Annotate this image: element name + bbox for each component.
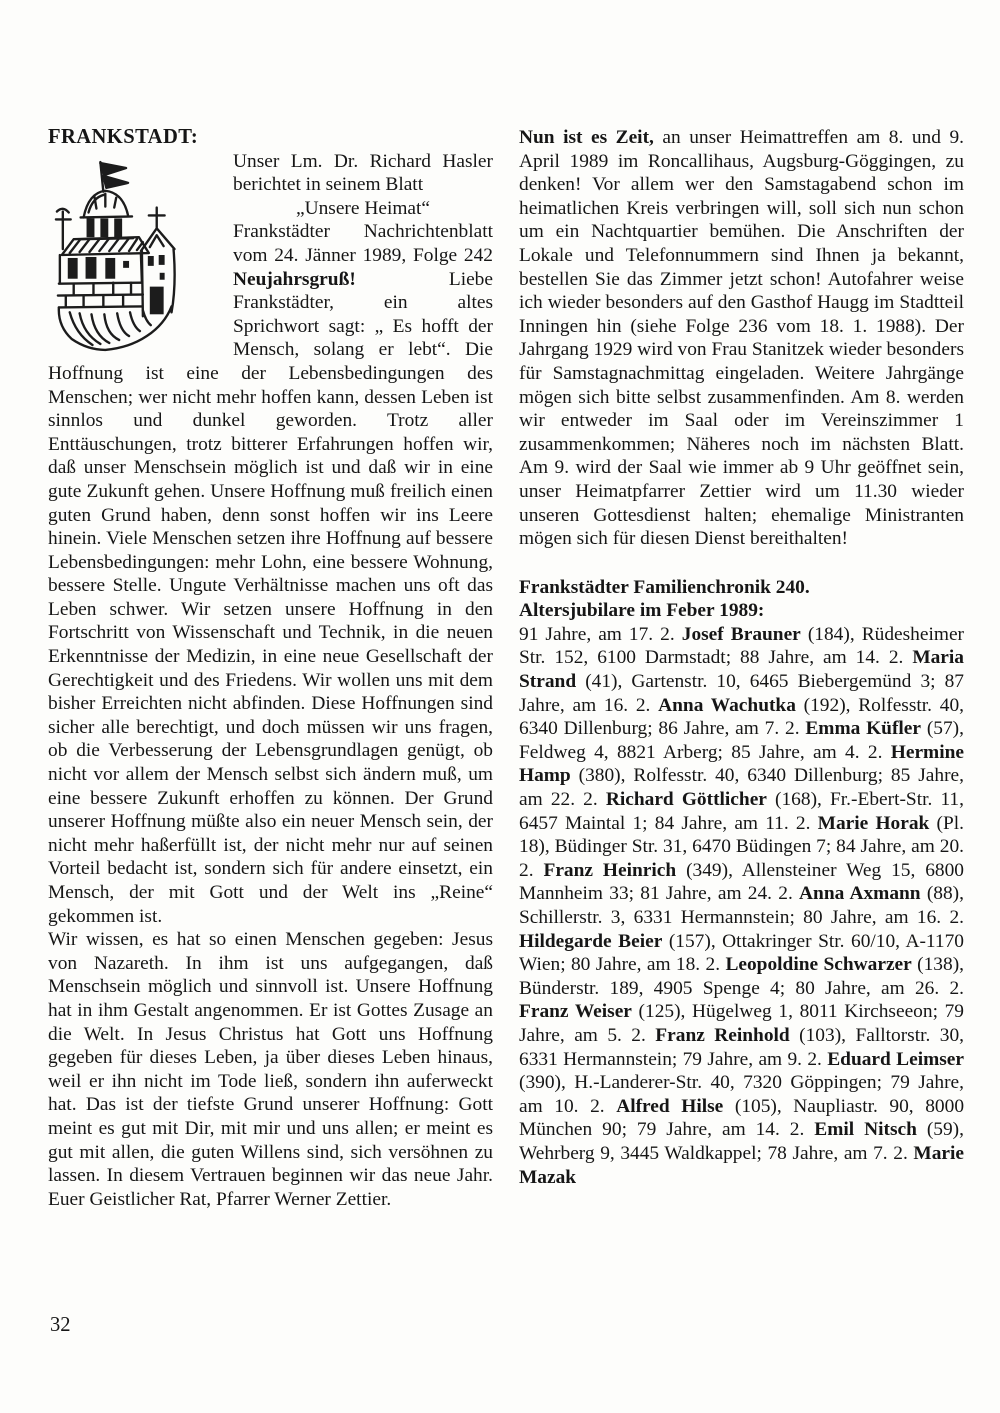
paragraph-heimattreffen: Nun ist es Zeit, an unser Heimattreffen am 8. und 9. April 1989 im Roncallihaus, Augsburg-Göggingen, zu denken! Vor allem wer den Samstagabend schon im heimatlichen Kreis verbringen will, soll sich nun schon um ein Nachtquartier bemühen. Die Anschriften der Lokale und Telefonnummern sind Ihnen ja bekannt, bestellen Sie das Zimmer jetzt schon! Autofahrer weise ich wieder besonders auf den Gasthof Haugg im Stadtteil Inningen hin (siehe Folge 236 vom 18. 1. 1988). Der Jahrgang 1929 wird von Frau Stanitzek wieder besonders für Samstagnachmittag eingeladen. Weitere Jahrgänge mögen sich bitte selbst zusammenfinden. Am 8. werden wir entweder im Saal oder im Vereinszimmer 1 zusammenkommen; Näheres noch im nächsten Blatt. Am 9. wird der Saal wie immer ab 9 Uhr geöffnet sein, unser Heimatpfarrer Zettier wird um 11.30 wieder unseren Gottesdienst halten; ehemalige Ministranten mögen sich für diesen Dienst bereithalten!	[519, 127, 964, 550]
intro-line-nachrichtenblatt: Frankstädter Nachrichtenblatt	[233, 221, 493, 243]
intro-block	[48, 150, 493, 929]
town-crest-illustration	[48, 156, 218, 354]
heading-altersjubilare: Altersjubilare im Feber 1989:	[519, 600, 765, 622]
paragraph-altersjubilare: 91 Jahre, am 17. 2. Josef Brauner (184), Rüdesheimer Str. 152, 6100 Darmstadt; 88 Jahre, am 14. 2. Maria Strand (41), Gartenstr. 10, 6465 Biebergemünd 3; 87 Jahre, am 16. 2. Anna Wachutka (192), Rolfesstr. 40, 6340 Dillenburg; 86 Jahre, am 7. 2. Emma Küfler (57), Feldweg 4, 8821 Arberg; 85 Jahre, am 4. 2. Hermine Hamp (380), Rolfesstr. 40, 6340 Dillenburg; 85 Jahre, am 22. 2. Richard Göttlicher (168), Fr.-Ebert-Str. 11, 6457 Maintal 1; 84 Jahre, am 11. 2. Marie Horak (Pl. 18), Büdinger Str. 31, 6470 Büdingen 7; 84 Jahre, am 20. 2. Franz Heinrich (349), Allensteiner Weg 15, 6800 Mannheim 33; 81 Jahre, am 24. 2. Anna Axmann (88), Schillerstr. 3, 6331 Hermannstein; 80 Jahre, am 16. 2. Hildegarde Beier (157), Ottakringer Str. 60/10, A-1170 Wien; 80 Jahre, am 18. 2. Leopoldine Schwarzer (138), Bünderstr. 189, 4905 Spenge 4; 80 Jahre, am 26. 2. Franz Weiser (125), Hügelweg 1, 8011 Kirchseeon; 79 Jahre, am 5. 2. Franz Reinhold (103), Falltorstr. 30, 6331 Hermannstein; 79 Jahre, am 9. 2. Eduard Leimser (390), H.-Landerer-Str. 40, 7320 Göppingen; 79 Jahre, am 10. 2. Alfred Hilse (105), Naupliastr. 90, 8000 München 90; 79 Jahre, am 14. 2. Emil Nitsch (59), Wehrberg 9, 3445 Waldkappel; 78 Jahre, am 7. 2. Marie Mazak	[519, 623, 965, 1188]
section-title-frankstadt: FRANKSTADT:	[48, 126, 199, 148]
intro-line-blatt: berichtet in seinem Blatt	[233, 174, 424, 196]
intro-line-author: Unser Lm. Dr. Richard Hasler	[233, 150, 493, 172]
content-columns	[48, 126, 964, 1211]
intro-line-unsere-heimat: „Unsere Heimat“	[295, 197, 431, 219]
page-number: 32	[50, 1314, 71, 1336]
intro-line-folge: vom 24. Jänner 1989, Folge 242	[233, 244, 493, 266]
paragraph-wir-wissen: Wir wissen, es hat so einen Menschen gegeben: Jesus von Nazareth. In ihm ist uns aufgegangen, daß Menschsein möglich und sinnvoll ist. Unsere Hoffnung hat in ihm Gestalt angenommen. Er ist Gottes Zusage an die Welt. In Jesus Christus hat Gott uns Hoffnung gegeben für dieses Leben, ja über dieses Leben hinaus, weil er ihn nicht im Tode ließ, sondern ihn auferweckt hat. Das ist der tiefste Grund unserer Hoffnung: Gott meint es gut mit Dir, mit mir und uns allen; er meint es gut mit allen, die guten Willens sind, sich versöhnen zu lassen. In diesem Vertrauen beginnen wir das neue Jahr. Euer Geistlicher Rat, Pfarrer Werner Zettier.	[48, 929, 493, 1210]
left-column	[48, 126, 493, 1211]
right-column	[519, 126, 964, 1211]
paragraph-neujahrsgruss: Neujahrsgruß! Liebe Frankstädter, ein altes Sprichwort sagt: „ Es hofft der Mensch, solang er lebt“. Die Hoffnung ist eine der Lebensbedingungen des Menschen; wer nicht mehr hoffen kann, dessen Leben ist sinnlos und dunkel geworden. Trotz aller Enttäuschungen, trotz bitterer Erfahrungen hoffen wir, daß unser Menschsein möglich ist und daß wir in eine gute Zukunft gehen. Unsere Hoffnung muß freilich einen guten Grund haben, denn sonst hoffen wir ins Leere hinein. Viele Menschen setzen ihre Hoffnung auf bessere Lebensbedingungen: mehr Lohn, eine bessere Wohnung, bessere Stelle. Ungute Verhältnisse machen uns oft das Leben schwer. Wir setzen unsere Hoffnung in den Fortschritt von Wissenschaft und Technik, in die neuen Erkenntnisse der Medizin, in eine neue Gesellschaft der Gerechtigkeit und des Friedens. Wir wollen uns mit dem bisher Erreichten nicht abfinden. Diese Hoffnungen sind sicher alle berechtigt, und doch müssen wir uns fragen, ob die Verbesserung der Lebensgrundlagen genügt, ob nicht vor allem der Mensch selbst sich ändern muß, um eine bessere Zukunft erhoffen zu können. Der Grund unserer Hoffnung müßte also ein neuer Mensch sein, der nicht mehr haßerfüllt ist, der nicht mehr nur auf seinen Vorteil bedacht ist, sondern sich für andere einsetzt, ein Mensch, der mit Gott und der Welt ins „Reine“ gekommen ist.	[48, 268, 493, 927]
heading-familienchronik: Frankstädter Familienchronik 240.	[519, 576, 810, 598]
